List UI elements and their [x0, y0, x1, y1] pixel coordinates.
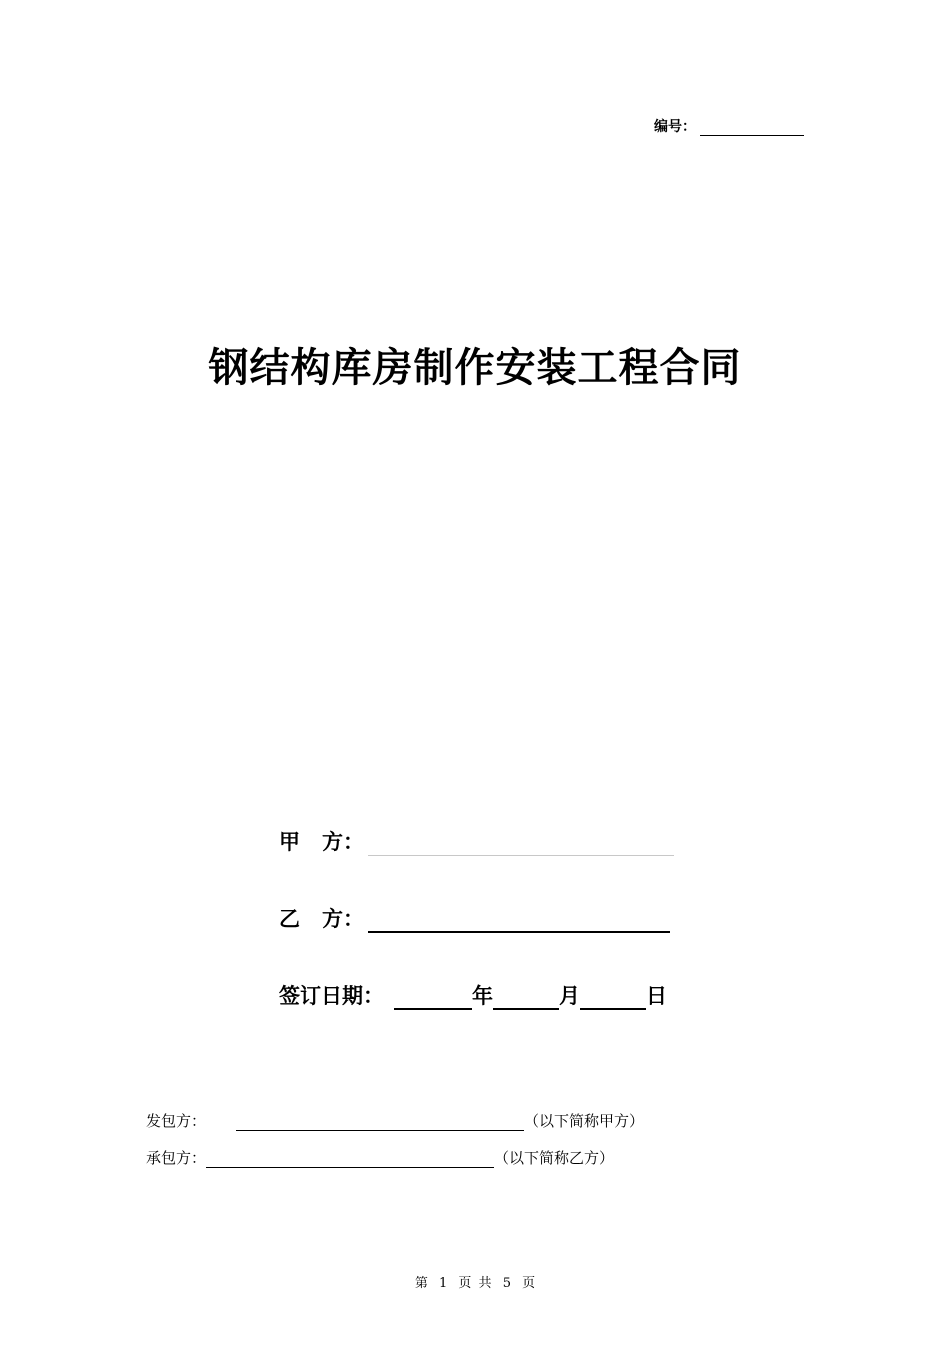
sign-date-label: 签订日期： [279, 984, 384, 1008]
party-b-label-suffix: 方： [322, 907, 364, 931]
contractor-blank[interactable] [206, 1151, 494, 1168]
page-suffix: 页 [522, 1276, 536, 1291]
page-mid: 页 共 [458, 1276, 492, 1291]
contractor-note: （以下简称乙方） [494, 1149, 615, 1167]
serial-number-field [654, 116, 804, 136]
page-total: 5 [502, 1276, 511, 1291]
party-b-label [279, 903, 364, 933]
sign-date-field [279, 980, 667, 1010]
employer-row [146, 1110, 644, 1131]
page-prefix: 第 [414, 1276, 428, 1291]
contractor-label: 承包方： [146, 1149, 207, 1167]
sign-year-blank[interactable] [394, 986, 472, 1010]
sign-month-label: 月 [559, 984, 580, 1008]
employer-note: （以下简称甲方） [524, 1112, 645, 1130]
sign-month-blank[interactable] [493, 986, 559, 1010]
sign-year-label: 年 [472, 984, 493, 1008]
party-a-field [279, 826, 674, 856]
party-a-label [279, 826, 364, 856]
serial-number-label: 编号： [654, 119, 696, 135]
party-b-field [279, 903, 670, 933]
serial-number-blank[interactable] [700, 119, 804, 136]
party-b-blank[interactable] [368, 909, 670, 933]
party-a-label-suffix: 方： [322, 830, 364, 854]
employer-blank[interactable] [236, 1114, 524, 1131]
employer-label: 发包方： [146, 1112, 207, 1130]
contractor-row [146, 1147, 614, 1168]
party-a-label-char: 甲 [279, 830, 300, 854]
document-title: 钢结构库房制作安装工程合同 [208, 345, 742, 391]
sign-day-blank[interactable] [580, 986, 646, 1010]
party-a-blank[interactable] [368, 833, 674, 856]
page-footer [0, 1272, 950, 1291]
party-b-label-char: 乙 [279, 907, 300, 931]
sign-day-label: 日 [646, 984, 667, 1008]
page-current: 1 [439, 1276, 448, 1291]
